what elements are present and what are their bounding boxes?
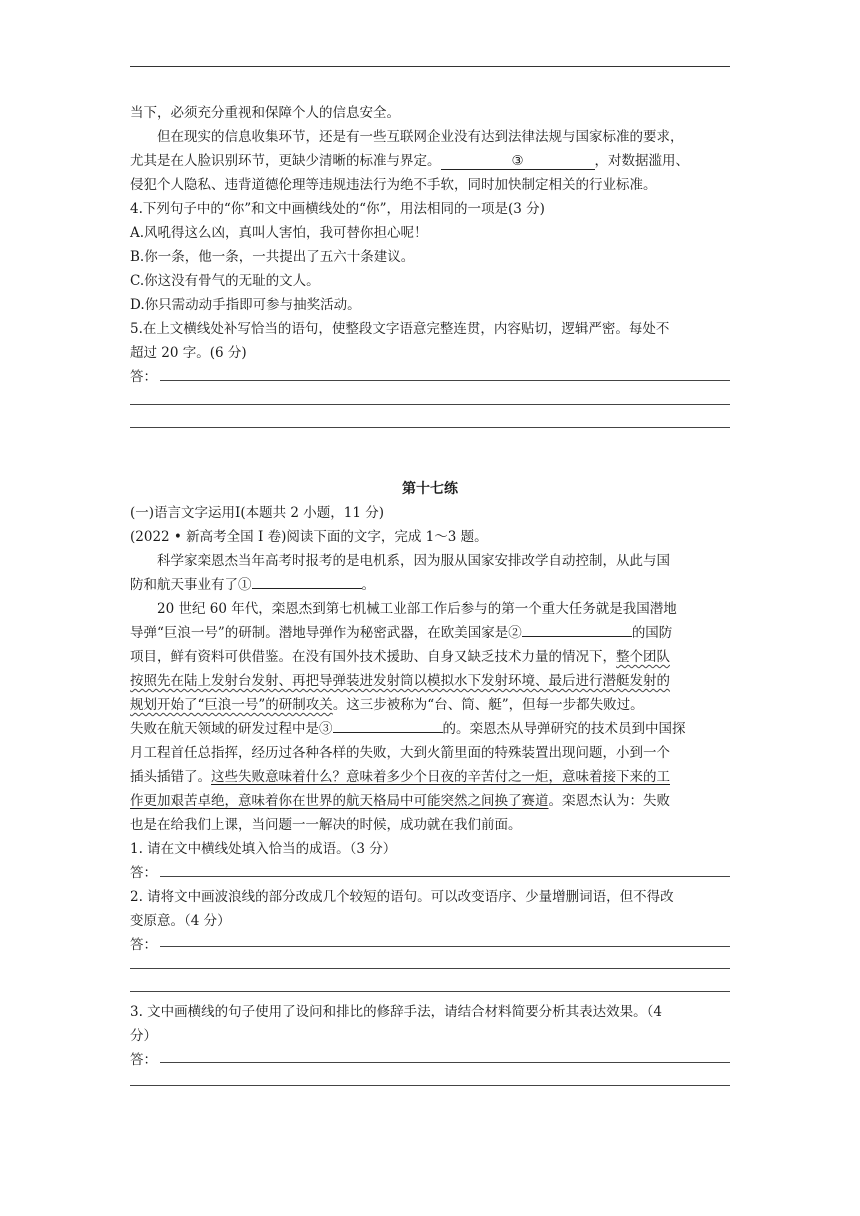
question-4: 4.下列句子中的“你”和文中画横线处的“你”，用法相同的一项是(3 分) (130, 201, 545, 217)
option-c[interactable]: C.你这没有骨气的无耻的文人。 (130, 273, 320, 289)
underlined-text: 作更加艰苦卓绝，意味着你在世界的航天格局中可能突然之间换了赛道 (130, 793, 549, 809)
text-span: 。 (361, 577, 375, 593)
paragraph-line: 但在现实的信息收集环节，还是有一些互联网企业没有达到法律法规与国家标准的要求， (157, 129, 684, 145)
question-5: 5.在上文横线处补写恰当的语句，使整段文字语意完整连贯，内容贴切，逻辑严密。每处不 (130, 321, 670, 337)
paragraph-line (130, 765, 730, 789)
paragraph-line: 20 世纪 60 年代，栾恩杰到第七机械工业部工作后参与的第一个重大任务就是我国潜地 (157, 601, 677, 617)
question-2: 2. 请将文中画波浪线的部分改成几个较短的语句。可以改变语序、少量增删词语，但不得改 (130, 889, 674, 905)
question-5-cont: 超过 20 字。(6 分) (130, 345, 247, 361)
wavy-underline-text: 整个团队 (616, 649, 670, 665)
text-span: 的国防 (631, 625, 673, 641)
paragraph-line: 侵犯个人隐私、违背道德伦理等违规违法行为绝不手软，同时加快制定相关的行业标准。 (130, 177, 657, 193)
question-2-cont: 变原意。（4 分） (130, 913, 231, 929)
text-span: 尤其是在人脸识别环节，更缺少清晰的标准与界定。 (130, 153, 441, 169)
wavy-underline-text: 按照先在陆上发射台发射、再把导弹装进发射筒以模拟水下发射环境、最后进行潜艇发射的 (130, 673, 670, 689)
answer-line[interactable] (130, 1085, 730, 1086)
fill-blank-2[interactable] (522, 621, 632, 637)
text-span: ，对数据滥用、 (594, 153, 689, 169)
question-3-cont: 分） (130, 1028, 157, 1044)
text-span: 插头插错了。 (130, 769, 211, 785)
section-title: 第十七练 (402, 481, 458, 497)
text-span: 导弹“巨浪一号”的研制。潜地导弹作为秘密武器，在欧美国家是② (130, 625, 522, 641)
answer-line[interactable] (130, 968, 730, 969)
answer-label: 答： (130, 865, 157, 881)
subsection-heading: (一)语言文字运用Ⅰ(本题共 2 小题，11 分) (130, 505, 385, 521)
question-1: 1. 请在文中横线处填入恰当的成语。（3 分） (130, 841, 397, 857)
answer-line[interactable] (130, 427, 730, 428)
answer-label: 答： (130, 937, 157, 953)
text-span: 项目，鲜有资料可供借鉴。在没有国外技术援助、自身又缺乏技术力量的情况下， (130, 649, 616, 665)
answer-line[interactable] (160, 380, 730, 381)
paragraph-line (130, 717, 730, 741)
paragraph-line (130, 149, 730, 173)
paragraph-line: 月工程首任总指挥，经历过各种各样的失败，大到火箭里面的特殊装置出现问题，小到一个 (130, 745, 670, 761)
answer-line[interactable] (160, 1062, 730, 1063)
paragraph-line: 也是在给我们上课，当问题一一解决的时候，成功就在我们前面。 (130, 817, 522, 833)
header-rule (130, 66, 730, 67)
answer-line[interactable] (160, 946, 730, 947)
paragraph-line (130, 645, 730, 669)
text-span: 。栾恩杰认为：失败 (548, 793, 670, 809)
text-span: 的。栾恩杰从导弹研究的技术员到中国探 (442, 721, 686, 737)
text-span: 失败在航天领域的研发过程中是③ (130, 721, 333, 737)
paragraph-line (130, 693, 730, 717)
answer-label: 答： (130, 369, 157, 385)
option-b[interactable]: B.你一条，他一条，一共提出了五六十条建议。 (130, 249, 415, 265)
answer-label: 答： (130, 1052, 157, 1068)
paragraph-line (130, 789, 730, 813)
fill-blank-1[interactable] (252, 573, 362, 589)
wavy-underline-text: 规划开始了“巨浪一号”的研制攻关 (130, 697, 333, 713)
fill-blank-3[interactable] (333, 717, 443, 733)
paragraph-line: 科学家栾恩杰当年高考时报考的是电机系，因为服从国家安排改学自动控制，从此与国 (157, 553, 670, 569)
answer-line[interactable] (130, 991, 730, 992)
question-3: 3. 文中画横线的句子使用了设问和排比的修辞手法，请结合材料简要分析其表达效果。（4 (130, 1004, 663, 1020)
option-a[interactable]: A.风吼得这么凶，真叫人害怕，我可替你担心呢！ (130, 225, 428, 241)
text-span: 防和航天事业有了① (130, 577, 252, 593)
paragraph-line (130, 621, 730, 645)
paragraph-line (130, 669, 730, 693)
answer-line[interactable] (130, 404, 730, 405)
fill-blank-3[interactable]: ③ (441, 154, 595, 170)
underlined-text: 这些失败意味着什么？意味着多少个日夜的辛苦付之一炬，意味着接下来的工 (211, 769, 670, 785)
answer-line[interactable] (160, 876, 730, 877)
paragraph-line: 当下，必须充分重视和保障个人的信息安全。 (130, 105, 400, 121)
option-d[interactable]: D.你只需动动手指即可参与抽奖活动。 (130, 297, 361, 313)
reading-instruction: (2022 • 新高考全国 I 卷)阅读下面的文字，完成 1～3 题。 (130, 529, 488, 545)
text-span: 。这三步被称为“台、筒、艇”，但每一步都失败过。 (332, 697, 644, 713)
paragraph-line (130, 573, 730, 597)
